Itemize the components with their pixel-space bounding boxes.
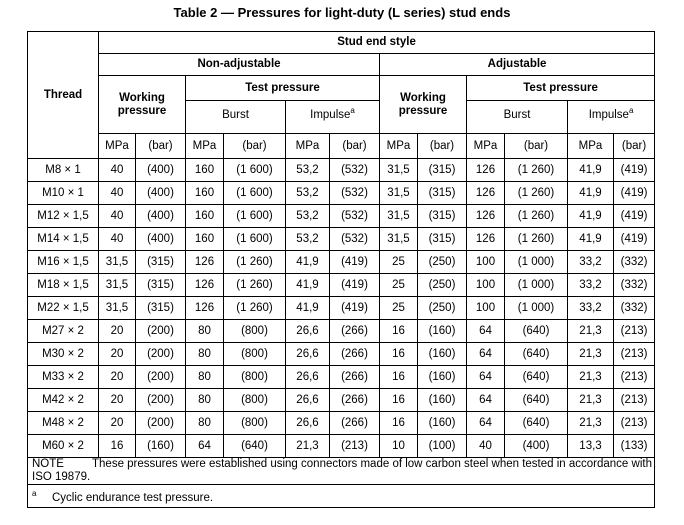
value-cell: (800) <box>224 412 286 435</box>
value-cell: (1 260) <box>505 205 568 228</box>
value-cell: 41,9 <box>568 182 614 205</box>
value-cell: (133) <box>614 435 655 458</box>
value-cell: (315) <box>418 205 467 228</box>
value-cell: (640) <box>505 389 568 412</box>
thread-cell: M30 × 2 <box>28 343 99 366</box>
unit-mpa: MPa <box>286 134 330 159</box>
thread-cell: M16 × 1,5 <box>28 251 99 274</box>
value-cell: (640) <box>224 435 286 458</box>
table-row <box>28 366 655 389</box>
value-cell: (100) <box>418 435 467 458</box>
value-cell: (400) <box>136 182 186 205</box>
value-cell: 40 <box>99 182 136 205</box>
working-pressure-header-non-adjustable: Working pressure <box>99 76 186 134</box>
value-cell: 80 <box>186 389 224 412</box>
value-cell: (160) <box>418 343 467 366</box>
value-cell: 16 <box>380 320 418 343</box>
value-cell: (213) <box>614 320 655 343</box>
value-cell: (315) <box>136 274 186 297</box>
value-cell: (1 000) <box>505 274 568 297</box>
table-row <box>28 435 655 458</box>
thread-cell: M12 × 1,5 <box>28 205 99 228</box>
value-cell: (1 600) <box>224 182 286 205</box>
table-row <box>28 159 655 182</box>
value-cell: (266) <box>330 320 380 343</box>
value-cell: 31,5 <box>99 297 136 320</box>
value-cell: 13,3 <box>568 435 614 458</box>
value-cell: (532) <box>330 228 380 251</box>
value-cell: 80 <box>186 412 224 435</box>
value-cell: 16 <box>99 435 136 458</box>
value-cell: 41,9 <box>286 251 330 274</box>
value-cell: 16 <box>380 412 418 435</box>
thread-cell: M14 × 1,5 <box>28 228 99 251</box>
table-row <box>28 205 655 228</box>
value-cell: (266) <box>330 366 380 389</box>
value-cell: 31,5 <box>380 205 418 228</box>
value-cell: (419) <box>330 274 380 297</box>
value-cell: 40 <box>99 228 136 251</box>
value-cell: 100 <box>467 251 505 274</box>
value-cell: 31,5 <box>99 251 136 274</box>
value-cell: (400) <box>136 205 186 228</box>
value-cell: (1 260) <box>505 182 568 205</box>
value-cell: (419) <box>330 297 380 320</box>
value-cell: (1 600) <box>224 205 286 228</box>
table-row <box>28 228 655 251</box>
value-cell: (266) <box>330 412 380 435</box>
thread-cell: M27 × 2 <box>28 320 99 343</box>
value-cell: (800) <box>224 320 286 343</box>
burst-header-adjustable: Burst <box>467 101 568 134</box>
value-cell: (800) <box>224 389 286 412</box>
table-row <box>28 274 655 297</box>
unit-bar: (bar) <box>505 134 568 159</box>
value-cell: 40 <box>99 205 136 228</box>
value-cell: (332) <box>614 297 655 320</box>
value-cell: (640) <box>505 366 568 389</box>
value-cell: (213) <box>614 343 655 366</box>
value-cell: (250) <box>418 274 467 297</box>
unit-mpa: MPa <box>568 134 614 159</box>
value-cell: 33,2 <box>568 297 614 320</box>
value-cell: (200) <box>136 389 186 412</box>
thread-cell: M18 × 1,5 <box>28 274 99 297</box>
value-cell: 20 <box>99 389 136 412</box>
value-cell: 160 <box>186 205 224 228</box>
value-cell: 33,2 <box>568 274 614 297</box>
value-cell: (800) <box>224 366 286 389</box>
unit-mpa: MPa <box>380 134 418 159</box>
value-cell: (315) <box>418 159 467 182</box>
value-cell: (419) <box>614 205 655 228</box>
value-cell: 40 <box>467 435 505 458</box>
value-cell: 21,3 <box>568 389 614 412</box>
value-cell: 126 <box>467 159 505 182</box>
value-cell: (250) <box>418 297 467 320</box>
thread-cell: M22 × 1,5 <box>28 297 99 320</box>
unit-bar: (bar) <box>330 134 380 159</box>
value-cell: 25 <box>380 274 418 297</box>
value-cell: (532) <box>330 205 380 228</box>
value-cell: 26,6 <box>286 320 330 343</box>
value-cell: (640) <box>505 320 568 343</box>
value-cell: 21,3 <box>568 412 614 435</box>
footnote-reference: a <box>628 106 634 116</box>
footnote-row <box>28 485 655 508</box>
value-cell: (315) <box>136 297 186 320</box>
value-cell: (332) <box>614 251 655 274</box>
value-cell: (640) <box>505 412 568 435</box>
value-cell: (1 260) <box>505 159 568 182</box>
non-adjustable-header: Non-adjustable <box>99 54 380 76</box>
test-pressure-header-non-adjustable: Test pressure <box>186 76 380 101</box>
value-cell: (400) <box>505 435 568 458</box>
value-cell: (1 000) <box>505 251 568 274</box>
value-cell: (213) <box>614 366 655 389</box>
value-cell: (400) <box>136 159 186 182</box>
value-cell: (213) <box>614 412 655 435</box>
value-cell: 20 <box>99 412 136 435</box>
value-cell: (160) <box>136 435 186 458</box>
value-cell: 41,9 <box>568 205 614 228</box>
table-row <box>28 389 655 412</box>
value-cell: 53,2 <box>286 205 330 228</box>
value-cell: 20 <box>99 343 136 366</box>
footnote-reference: a <box>350 106 355 116</box>
value-cell: (419) <box>614 159 655 182</box>
test-pressure-header-adjustable: Test pressure <box>467 76 655 101</box>
value-cell: 40 <box>99 159 136 182</box>
value-cell: (213) <box>330 435 380 458</box>
thread-cell: M8 × 1 <box>28 159 99 182</box>
footnote-mark: a <box>32 489 37 499</box>
value-cell: 10 <box>380 435 418 458</box>
value-cell: (266) <box>330 389 380 412</box>
value-cell: 41,9 <box>286 274 330 297</box>
value-cell: 25 <box>380 297 418 320</box>
value-cell: 20 <box>99 366 136 389</box>
table-row <box>28 182 655 205</box>
thread-cell: M42 × 2 <box>28 389 99 412</box>
value-cell: (532) <box>330 182 380 205</box>
value-cell: 64 <box>467 389 505 412</box>
working-pressure-header-adjustable: Working pressure <box>380 76 467 134</box>
value-cell: (400) <box>136 228 186 251</box>
table-row <box>28 297 655 320</box>
value-cell: 31,5 <box>99 274 136 297</box>
value-cell: 80 <box>186 320 224 343</box>
value-cell: 21,3 <box>568 366 614 389</box>
value-cell: (640) <box>505 343 568 366</box>
value-cell: 41,9 <box>568 159 614 182</box>
value-cell: 126 <box>467 205 505 228</box>
value-cell: (266) <box>330 343 380 366</box>
value-cell: (419) <box>614 228 655 251</box>
value-cell: (200) <box>136 343 186 366</box>
value-cell: 20 <box>99 320 136 343</box>
value-cell: 53,2 <box>286 182 330 205</box>
note-label: NOTE <box>32 458 64 470</box>
value-cell: (250) <box>418 251 467 274</box>
table-row <box>28 251 655 274</box>
table-title: Table 2 — Pressures for light-duty (L series) stud ends <box>173 5 511 20</box>
unit-bar: (bar) <box>418 134 467 159</box>
thread-cell: M33 × 2 <box>28 366 99 389</box>
value-cell: 41,9 <box>568 228 614 251</box>
value-cell: 33,2 <box>568 251 614 274</box>
value-cell: 31,5 <box>380 182 418 205</box>
impulse-label: Impulse <box>310 109 351 121</box>
table-row <box>28 320 655 343</box>
value-cell: (200) <box>136 412 186 435</box>
stud-end-style-header: Stud end style <box>99 32 655 54</box>
value-cell: 21,3 <box>286 435 330 458</box>
value-cell: (213) <box>614 389 655 412</box>
unit-mpa: MPa <box>186 134 224 159</box>
value-cell: 126 <box>186 274 224 297</box>
value-cell: 21,3 <box>568 320 614 343</box>
pressure-table <box>27 31 655 508</box>
value-cell: (1 600) <box>224 228 286 251</box>
value-cell: (1 260) <box>505 228 568 251</box>
value-cell: 64 <box>467 320 505 343</box>
value-cell: (315) <box>136 251 186 274</box>
unit-bar: (bar) <box>614 134 655 159</box>
footnote-text: Cyclic endurance test pressure. <box>52 491 214 504</box>
value-cell: 126 <box>186 297 224 320</box>
value-cell: (1 260) <box>224 297 286 320</box>
unit-mpa: MPa <box>467 134 505 159</box>
value-cell: 41,9 <box>286 297 330 320</box>
unit-bar: (bar) <box>224 134 286 159</box>
value-cell: 31,5 <box>380 228 418 251</box>
value-cell: (1 000) <box>505 297 568 320</box>
value-cell: 64 <box>467 412 505 435</box>
thread-header: Thread <box>28 32 99 159</box>
value-cell: (419) <box>330 251 380 274</box>
impulse-header-non-adjustable <box>286 101 380 134</box>
value-cell: 16 <box>380 366 418 389</box>
thread-cell: M10 × 1 <box>28 182 99 205</box>
unit-mpa: MPa <box>99 134 136 159</box>
value-cell: (160) <box>418 366 467 389</box>
value-cell: (1 260) <box>224 251 286 274</box>
value-cell: 100 <box>467 274 505 297</box>
value-cell: 160 <box>186 159 224 182</box>
note-text: These pressures were established using connectors made of low carbon steel when tested in accordance with ISO 19879. <box>32 458 652 483</box>
value-cell: (160) <box>418 412 467 435</box>
value-cell: 53,2 <box>286 159 330 182</box>
value-cell: 26,6 <box>286 343 330 366</box>
value-cell: 26,6 <box>286 412 330 435</box>
thread-cell: M48 × 2 <box>28 412 99 435</box>
value-cell: 100 <box>467 297 505 320</box>
value-cell: 53,2 <box>286 228 330 251</box>
value-cell: 26,6 <box>286 366 330 389</box>
value-cell: (332) <box>614 274 655 297</box>
value-cell: (160) <box>418 320 467 343</box>
value-cell: (200) <box>136 366 186 389</box>
value-cell: (800) <box>224 343 286 366</box>
burst-header-non-adjustable: Burst <box>186 101 286 134</box>
value-cell: (1 260) <box>224 274 286 297</box>
value-cell: (1 600) <box>224 159 286 182</box>
value-cell: (200) <box>136 320 186 343</box>
note-row <box>28 458 655 485</box>
value-cell: (160) <box>418 389 467 412</box>
unit-bar: (bar) <box>136 134 186 159</box>
value-cell: (315) <box>418 228 467 251</box>
value-cell: 25 <box>380 251 418 274</box>
value-cell: 64 <box>186 435 224 458</box>
table-row <box>28 343 655 366</box>
value-cell: 126 <box>467 228 505 251</box>
value-cell: 126 <box>467 182 505 205</box>
value-cell: 160 <box>186 228 224 251</box>
value-cell: 64 <box>467 366 505 389</box>
value-cell: 31,5 <box>380 159 418 182</box>
impulse-header-adjustable <box>568 101 655 134</box>
value-cell: 80 <box>186 366 224 389</box>
value-cell: 160 <box>186 182 224 205</box>
unit-row <box>28 134 655 159</box>
table-row <box>28 412 655 435</box>
value-cell: 64 <box>467 343 505 366</box>
value-cell: 16 <box>380 343 418 366</box>
value-cell: 26,6 <box>286 389 330 412</box>
value-cell: (419) <box>614 182 655 205</box>
value-cell: 21,3 <box>568 343 614 366</box>
value-cell: 80 <box>186 343 224 366</box>
value-cell: (532) <box>330 159 380 182</box>
value-cell: 126 <box>186 251 224 274</box>
value-cell: 16 <box>380 389 418 412</box>
adjustable-header: Adjustable <box>380 54 655 76</box>
impulse-label: Impulse <box>588 109 629 121</box>
value-cell: (315) <box>418 182 467 205</box>
thread-cell: M60 × 2 <box>28 435 99 458</box>
